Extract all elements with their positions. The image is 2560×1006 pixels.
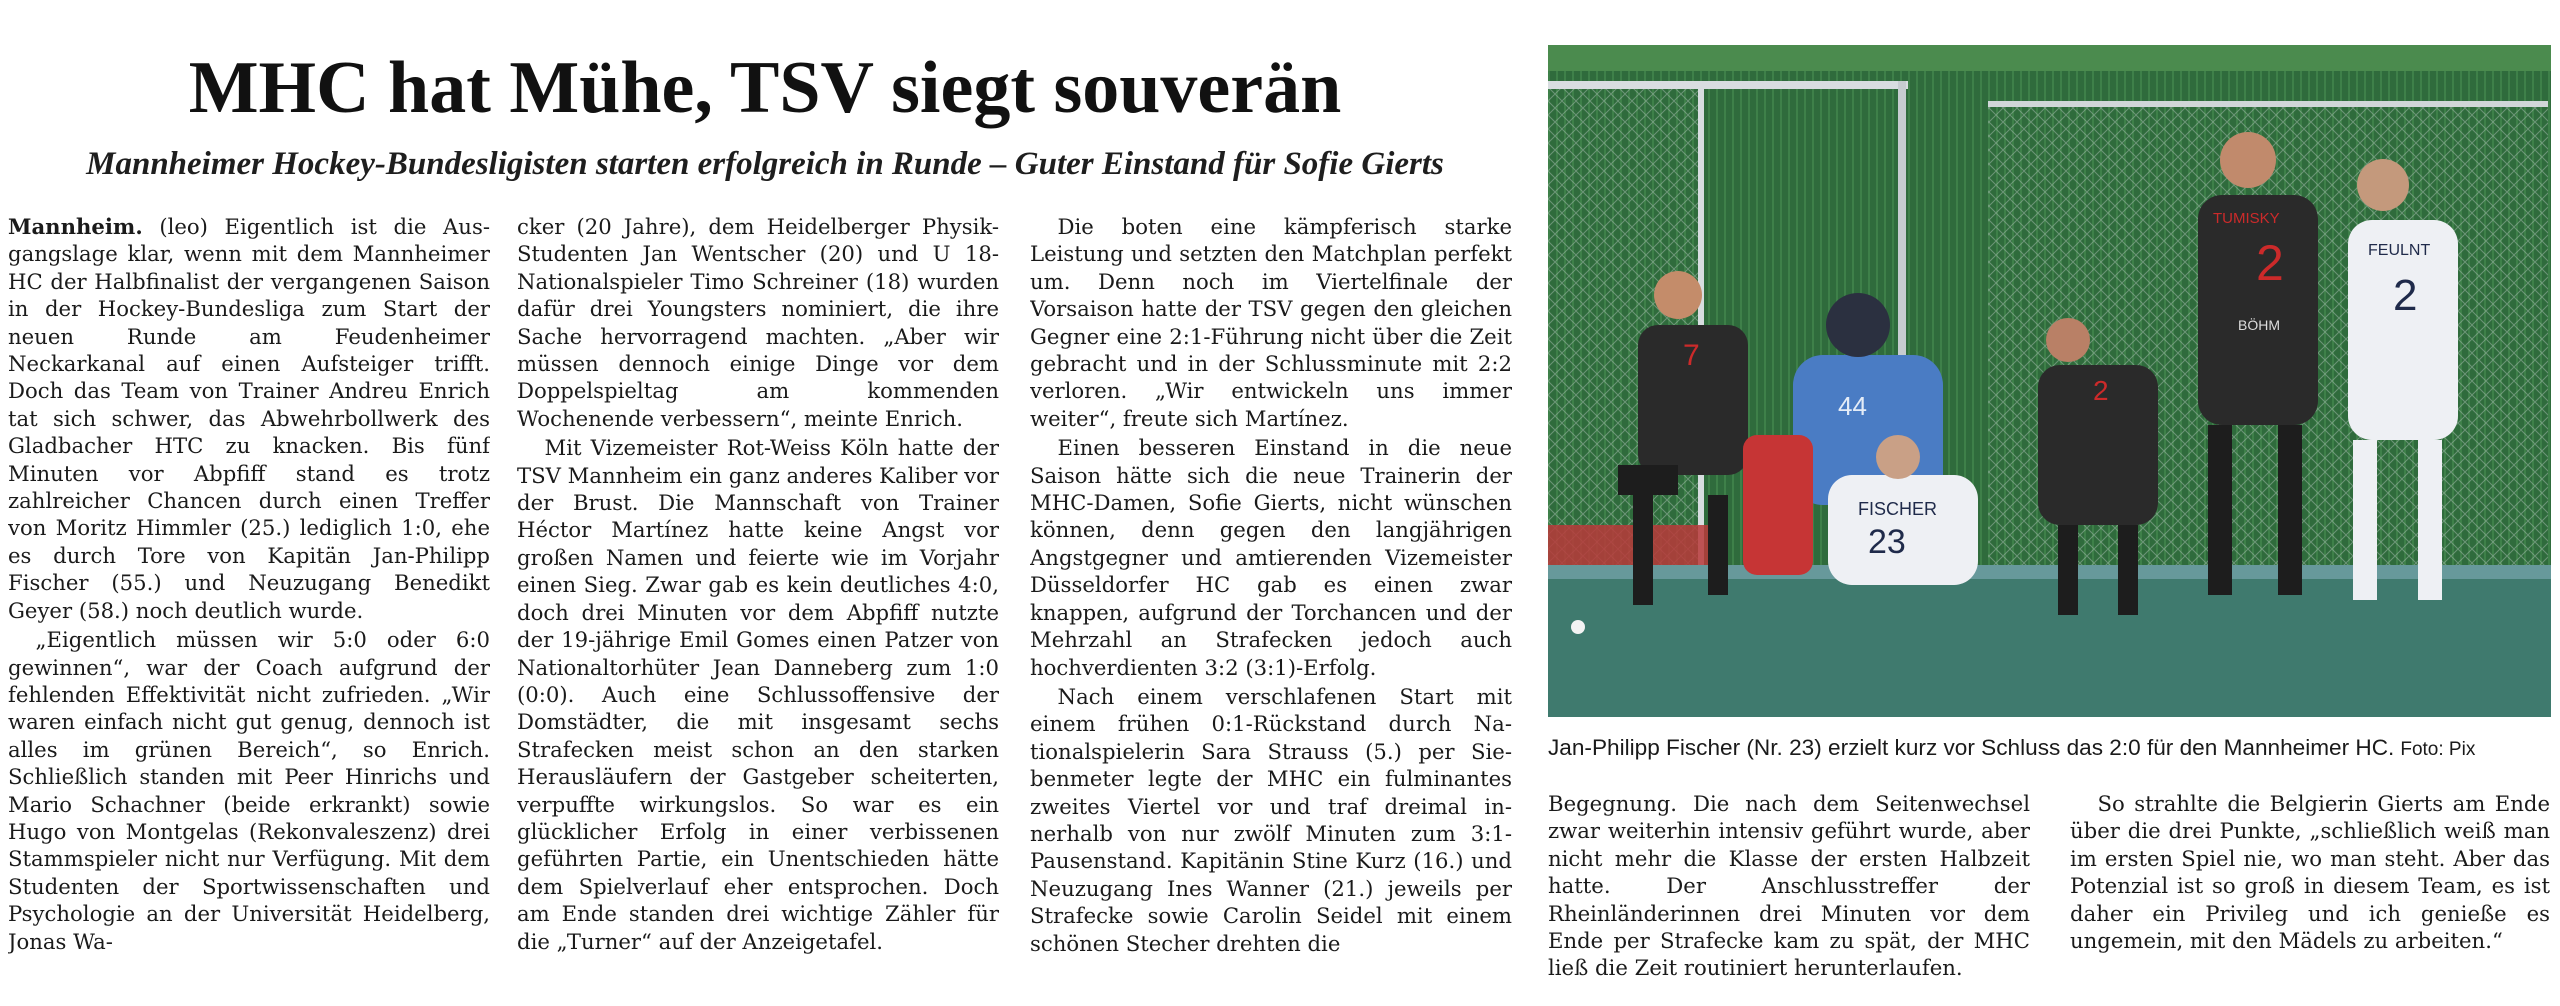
paragraph: Einen besseren Einstand in die neue Saison hätte sich die neue Trainerin der MHC-Damen, Sofie Gierts, nicht wünschen können, denn gegen den langjährigen Angstgegner und amtierenden Vizemeister Düsseldorfer HC gab es einen zwar knappen, aufgrund der Torchancen und der Mehrzahl an Strafecken jedoch auch hochverdienten 3:2 (3:1)-Erfolg. [1030, 435, 1512, 680]
hockey-ball [1571, 620, 1585, 634]
paragraph: So strahlte die Belgierin Gierts am Ende über die drei Punkte, „schließlich weiß man im ersten Spiel nie, wo man steht. Aber das Potenzial ist so groß in diesem Team, es ist daher ein Privileg und ich genieße es ungemein, mit den Mädels zu arbeiten.“ [2070, 791, 2550, 954]
jersey-number: 2 [2093, 375, 2109, 406]
paragraph: Nach einem verschlafenen Start mit einem frühen 0:1-Rückstand durch Nationalspielerin Sara Strauss (5.) per Siebenmeter legte der MHC ein fulminantes zweites Viertel vor und traf dreimal innerhalb von nur zwölf Minuten zum 3:1-Pausenstand. Kapitänin Stine Kurz (16.) und Neuzugang Ines Wanner (21.) jeweils per Strafecke sowie Carolin Seidel mit einem schönen Stecher drehten die [1030, 683, 1512, 956]
caption-text: Jan-Philipp Fischer (Nr. 23) erzielt kurz vor Schluss das 2:0 für den Mannheimer HC. [1548, 735, 2395, 760]
jersey-number: 23 [1868, 523, 1906, 561]
article-column-1 [8, 213, 490, 1003]
photo-credit: Foto: Pix [2400, 739, 2476, 760]
article-photo [1548, 45, 2551, 717]
sponsor-logo: BÖHM [2238, 317, 2280, 333]
jersey-number: 44 [1838, 391, 1867, 421]
article-column-2 [517, 213, 999, 1003]
hockey-turf [1548, 565, 2551, 717]
photo-caption [1548, 728, 2551, 768]
article-column-4 [1548, 790, 2030, 1003]
jersey-number: 2 [2393, 271, 2418, 320]
article-column-3 [1030, 213, 1512, 1003]
paragraph-text: (leo) Eigentlich ist die Ausgangslage klar, wenn mit dem Mannheimer HC der Halbfinalist der vergangenen Saison in der Hockey-Bundesliga zum Start der neuen Runde am Feudenheimer Neckarkanal auf einen Aufsteiger trifft. Doch das Team von Trainer Andreu Enrich tat sich schwer, das Abwehrbollwerk des Gladbacher HTC zu knacken. Bis fünf Minuten vor Abpfiff stand es trotz zahlreicher Chancen durch einen Treffer von Moritz Himmler (25.) lediglich 1:0, ehe es durch Tore von Kapitän Jan-Philipp Fischer (55.) und Neuzugang Benedikt Geyer (58.) noch deutlich wurde. [8, 214, 490, 623]
jersey-name: FISCHER [1858, 499, 1938, 519]
hockey-scene-illustration [1548, 45, 2551, 717]
article-subheadline: Mannheimer Hockey-Bundesligisten starten erfolgreich in Runde – Guter Einstand für Sofie Gierts [86, 146, 1444, 182]
paragraph [8, 213, 490, 624]
paragraph: Die boten eine kämpferisch starke Leistung und setzten den Matchplan perfekt um. Denn noch im Viertelfinale der Vorsaison hatte der TSV gegen den gleichen Gegner eine 2:1-Führung nicht über die Zeit gebracht und in der Schlussminute mit 2:2 verloren. „Wir entwickeln uns immer weiter“, freute sich Martínez. [1030, 214, 1512, 431]
paragraph: cker (20 Jahre), dem Heidelberger Physik-Studenten Jan Wentscher (20) und U 18-Nationalspieler Timo Schreiner (18) wurden dafür drei Youngsters nominiert, die ihre Sache hervorragend machten. „Aber wir müssen dennoch einige Dinge vor dem Doppelspieltag am kommenden Wochenende verbessern“, meinte Enrich. [517, 214, 999, 431]
jersey-number: 7 [1683, 339, 1700, 372]
article-column-5 [2070, 790, 2550, 1003]
paragraph: Begegnung. Die nach dem Seitenwechsel zwar weiterhin intensiv geführt wurde, aber nicht mehr die Klasse der ersten Halbzeit hatte. Der Anschlusstreffer der Rheinländerinnen drei Minuten vor dem Ende per Strafecke kam zu spät, der MHC ließ die Zeit routiniert herunterlaufen. [1548, 791, 2030, 981]
jersey-number: 2 [2256, 235, 2284, 291]
jersey-name: FEULNT [2368, 242, 2431, 259]
jersey-name: TUMISKY [2213, 210, 2280, 227]
article-headline: MHC hat Mühe, TSV siegt souverän [188, 47, 1342, 129]
paragraph: „Eigentlich müssen wir 5:0 oder 6:0 gewinnen“, war der Coach aufgrund der fehlenden Effektivität nicht zufrieden. „Wir waren einfach nicht gut genug, dennoch ist alles im grünen Bereich“, so Enrich. Schließlich standen mit Peer Hinrichs und Mario Schachner (beide erkrankt) sowie Hugo von Montgelas (Rekonvaleszenz) drei Stammspieler nicht nur Verfügung. Mit dem Studenten der Sportwissenschaften und Psychologie an der Universität Heidelberg, Jonas Wa- [8, 627, 490, 954]
paragraph: Mit Vizemeister Rot-Weiss Köln hatte der TSV Mannheim ein ganz anderes Kaliber vor der Brust. Die Mannschaft von Trainer Héctor Martínez hatte keine Angst vor großen Namen und feierte wie im Vorjahr einen Sieg. Zwar gab es kein deutliches 4:0, doch drei Minuten vor dem Abpfiff nutzte der 19-jährige Emil Gomes einen Patzer von Nationaltorhüter Jean Danneberg zum 1:0 (0:0). Auch eine Schlussoffensive der Domstädter, die mit insgesamt sechs Strafecken meist schon an den starken Herausläufern der Gastgeber scheiterten, verpuffte wirkungslos. So war es ein glücklicher Erfolg in einer verbissenen geführten Partie, ein Unentschieden hätte dem Spielverlauf eher entsprochen. Doch am Ende standen drei wichtige Zähler für die „Turner“ auf der Anzeigetafel. [517, 435, 999, 954]
dateline: Mannheim. [8, 214, 143, 239]
goal-backboard [1548, 525, 1708, 565]
